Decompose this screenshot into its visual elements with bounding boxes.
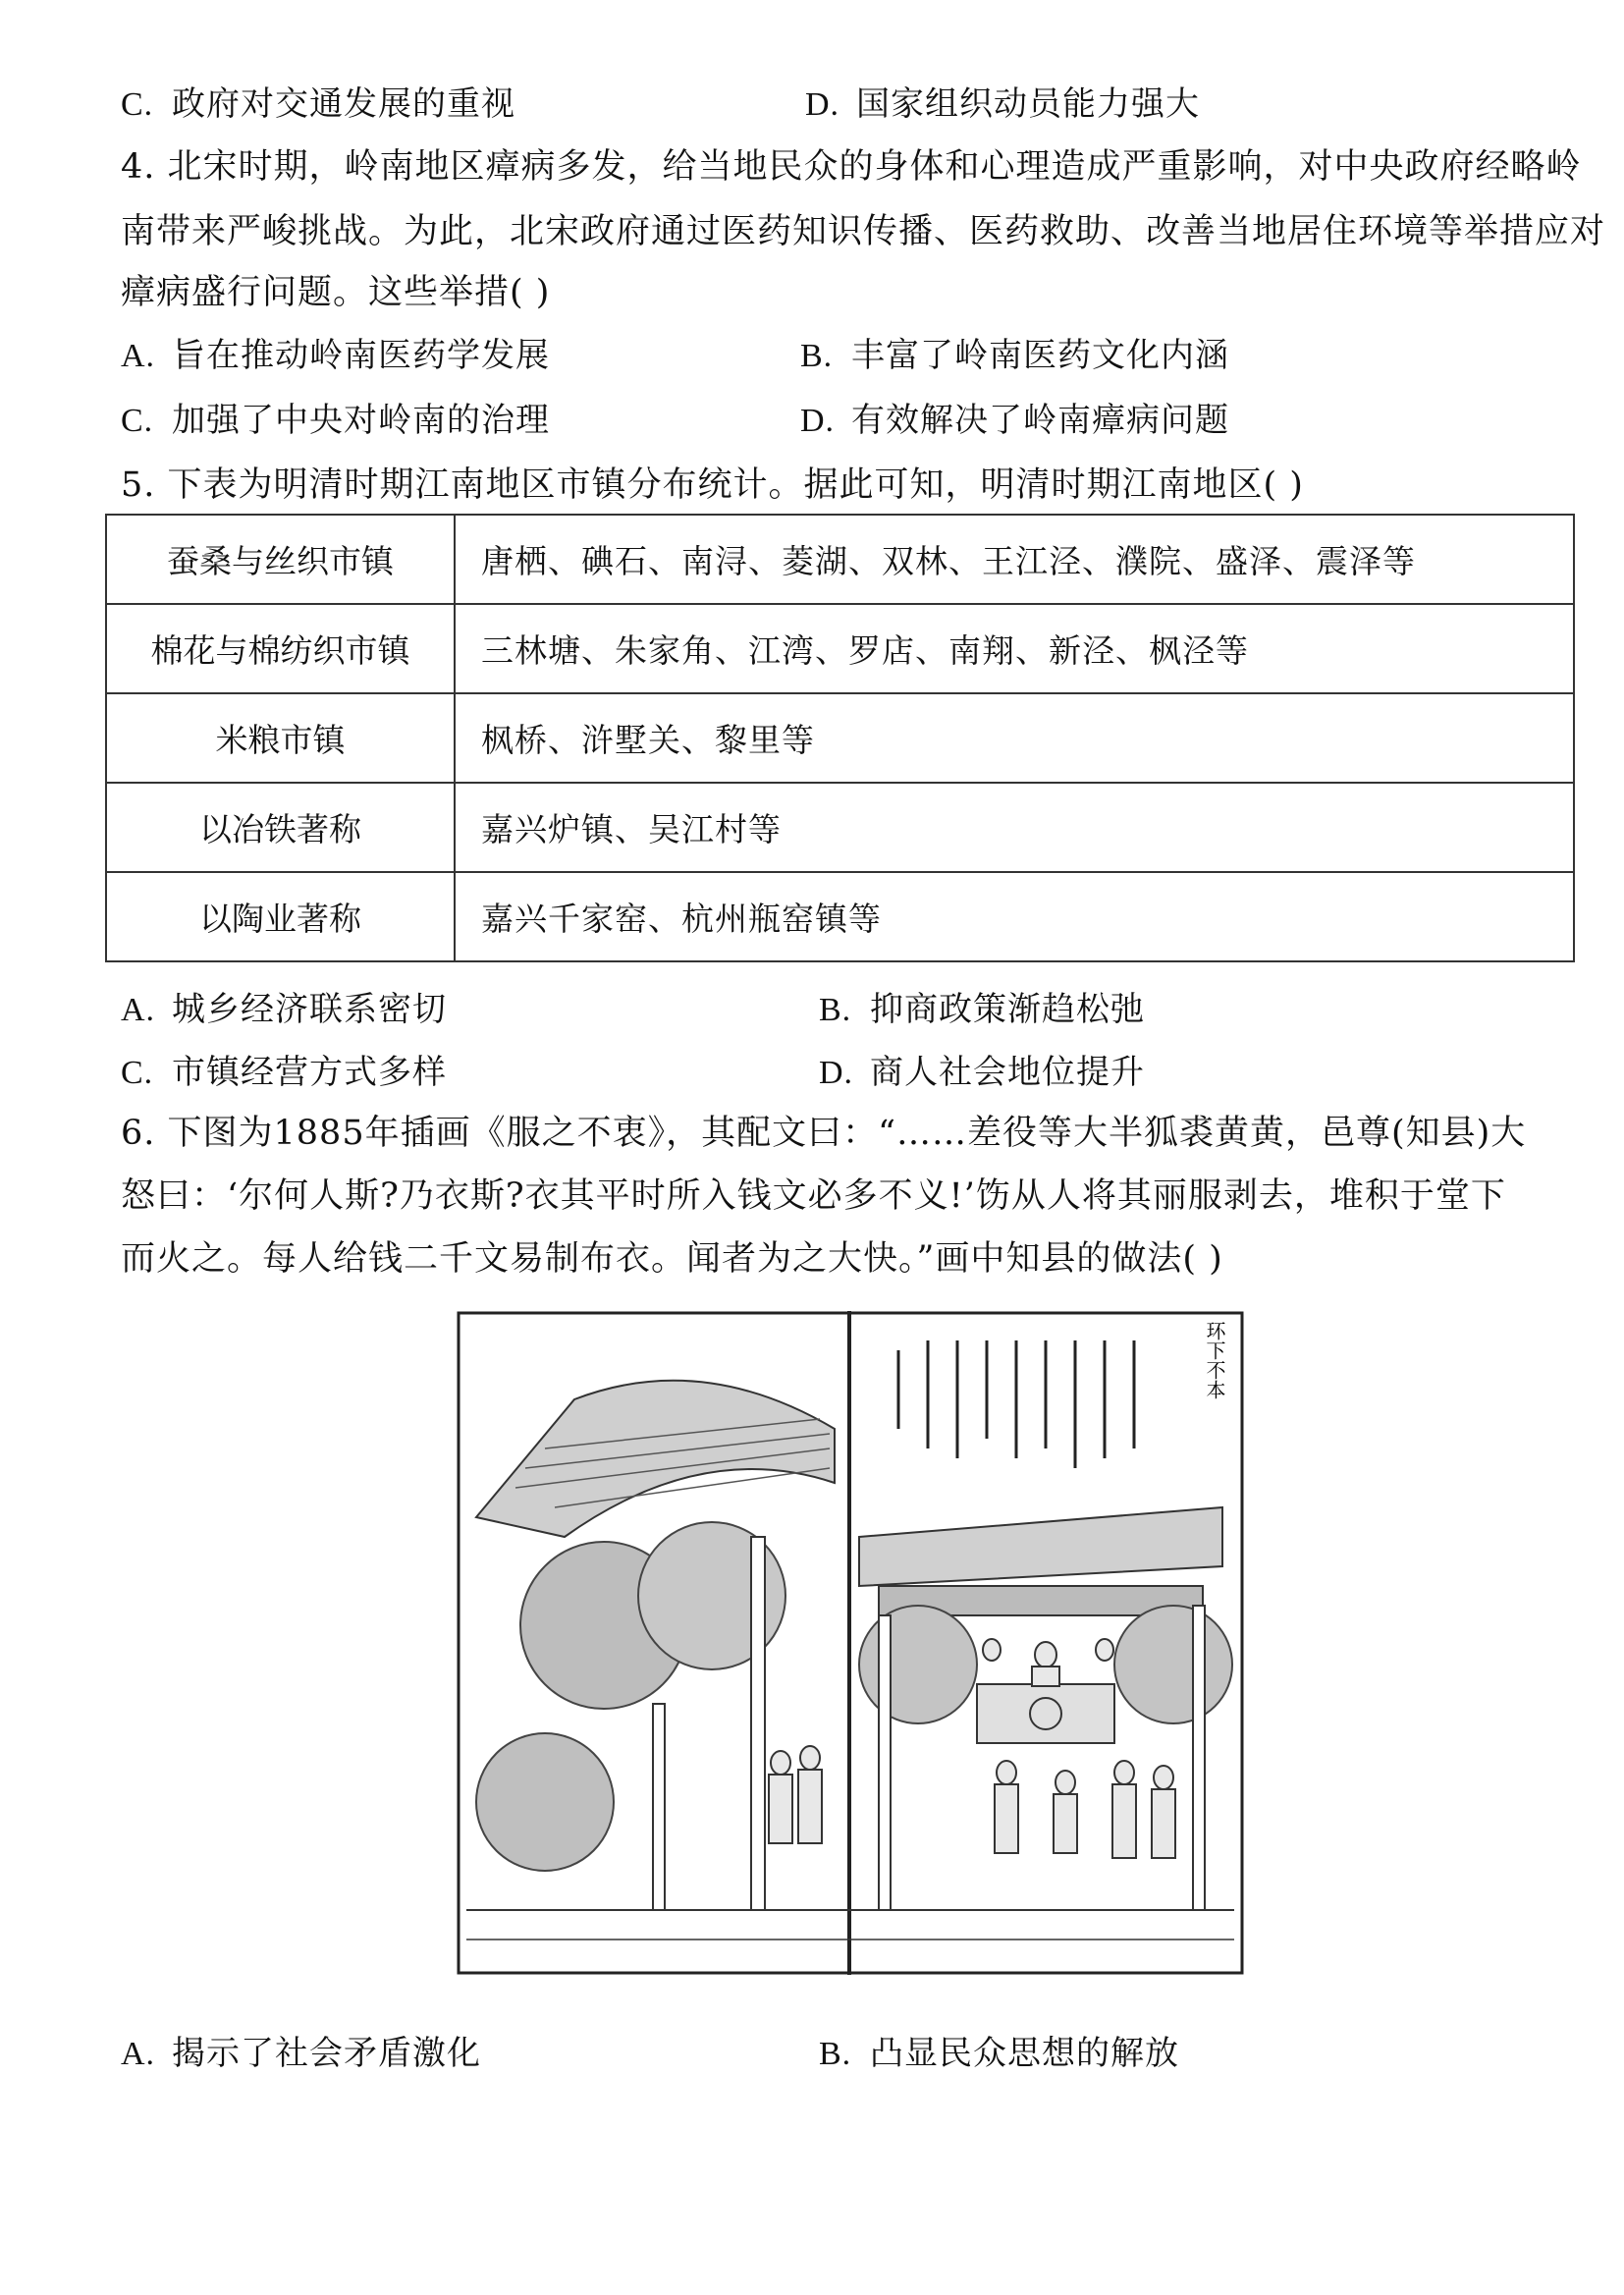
table-row: [106, 604, 1574, 693]
q5-option-b[interactable]: [819, 984, 1145, 1036]
category-cell: 棉花与棉纺织市镇: [106, 604, 455, 693]
q6-stem-line-3: 而火之。每人给钱二千文易制布衣。闻者为之大快。”画中知县的做法( ): [121, 1239, 1223, 1279]
illustration-drawing: [457, 1311, 1244, 1975]
category-cell: 米粮市镇: [106, 693, 455, 783]
q5-option-d[interactable]: [819, 1047, 1145, 1099]
option-text: 商人社会地位提升: [870, 1053, 1145, 1092]
option-label: C.: [121, 1055, 154, 1091]
option-label: C.: [121, 403, 154, 439]
q4-option-c[interactable]: [121, 395, 550, 447]
option-text: 丰富了岭南医药文化内涵: [851, 336, 1229, 375]
q5-option-c[interactable]: [121, 1047, 447, 1099]
illustration-figure: [457, 1311, 1244, 1975]
option-label: D.: [819, 1055, 854, 1091]
market-towns-table: [105, 514, 1575, 962]
table-row: [106, 693, 1574, 783]
option-label: A.: [121, 2036, 156, 2072]
option-text: 凸显民众思想的解放: [870, 2034, 1179, 2073]
q4-option-b[interactable]: [800, 330, 1229, 382]
option-label: D.: [805, 86, 840, 123]
option-text: 旨在推动岭南医药学发展: [172, 336, 550, 375]
category-cell: 以冶铁著称: [106, 783, 455, 872]
option-label: B.: [819, 2036, 852, 2072]
category-cell: 蚕桑与丝织市镇: [106, 515, 455, 604]
category-cell: 以陶业著称: [106, 872, 455, 961]
option-text: 国家组织动员能力强大: [856, 84, 1200, 124]
q4-option-a[interactable]: [121, 330, 550, 382]
option-label: B.: [819, 992, 852, 1028]
q4-stem-line-1: 4. 北宋时期，岭南地区瘴病多发，给当地民众的身体和心理造成严重影响，对中央政府经略岭: [121, 147, 1582, 187]
option-label: B.: [800, 338, 834, 374]
q3-option-c[interactable]: [121, 79, 515, 131]
q5-stem: 5. 下表为明清时期江南地区市镇分布统计。据此可知，明清时期江南地区( ): [121, 465, 1304, 505]
q4-stem-line-3: 瘴病盛行问题。这些举措( ): [121, 273, 551, 312]
towns-cell: 嘉兴千家窑、杭州瓶窑镇等: [455, 872, 1574, 961]
q6-stem-line-2: 怒曰：‘尔何人斯?乃衣斯?衣其平时所入钱文必多不义!’饬从人将其丽服剥去，堆积于堂下: [121, 1176, 1506, 1216]
option-label: D.: [800, 403, 836, 439]
option-text: 市镇经营方式多样: [172, 1053, 447, 1092]
q4-stem-line-2: 南带来严峻挑战。为此，北宋政府通过医药知识传播、医药救助、改善当地居住环境等举措应对: [121, 212, 1606, 251]
towns-cell: 唐栖、碘石、南浔、菱湖、双林、王江泾、濮院、盛泽、震泽等: [455, 515, 1574, 604]
q4-option-d[interactable]: [800, 395, 1229, 447]
option-text: 加强了中央对岭南的治理: [172, 401, 550, 440]
option-label: C.: [121, 86, 154, 123]
option-text: 有效解决了岭南瘴病问题: [851, 401, 1229, 440]
figure-caption: 环下不本: [1203, 1321, 1226, 1399]
table-row: [106, 515, 1574, 604]
table-row: [106, 872, 1574, 961]
option-text: 揭示了社会矛盾激化: [172, 2034, 481, 2073]
q3-option-d[interactable]: [805, 79, 1200, 131]
q5-option-a[interactable]: [121, 984, 447, 1036]
towns-cell: 嘉兴炉镇、吴江村等: [455, 783, 1574, 872]
towns-cell: 枫桥、浒墅关、黎里等: [455, 693, 1574, 783]
table-row: [106, 783, 1574, 872]
q6-stem-line-1: 6. 下图为1885年插画《服之不衷》，其配文曰：“……差役等大半狐裘黄黄，邑尊(知县)大: [121, 1114, 1527, 1153]
option-text: 城乡经济联系密切: [172, 990, 447, 1029]
option-text: 抑商政策渐趋松弛: [870, 990, 1145, 1029]
option-label: A.: [121, 338, 156, 374]
q6-option-a[interactable]: [121, 2028, 481, 2080]
towns-cell: 三林塘、朱家角、江湾、罗店、南翔、新泾、枫泾等: [455, 604, 1574, 693]
option-text: 政府对交通发展的重视: [172, 84, 515, 124]
option-label: A.: [121, 992, 156, 1028]
q6-option-b[interactable]: [819, 2028, 1179, 2080]
